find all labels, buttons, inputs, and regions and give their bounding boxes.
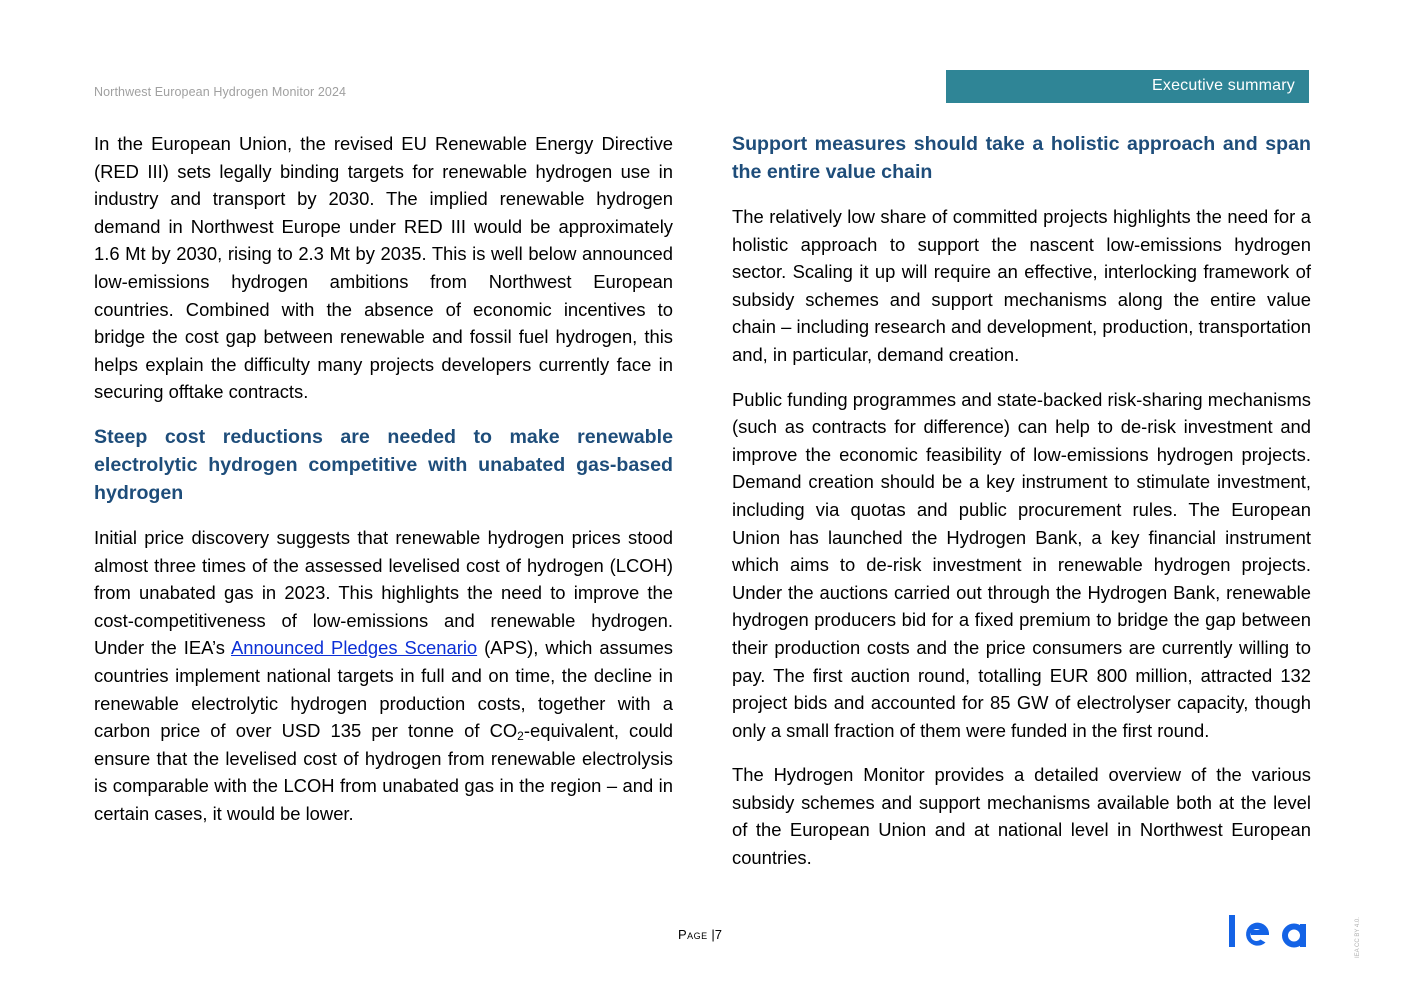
paragraph-text: -equivalent, could ensure that the levelised cost of hydrogen from renewable electrolysis is comparable with the LCOH from unabated gas in the region – and in certain cases, it would be lower. — [94, 720, 674, 824]
page-label: Page — [678, 927, 708, 942]
heading-support-measures: Support measures should take a holistic approach and span the entire value chain — [732, 133, 1311, 183]
paragraph-holistic-approach: The relatively low share of committed projects highlights the need for a holistic approach to support the nascent low-emissions hydrogen sector. Scaling it up will require an effective, interlocking framework of subsidy schemes and support mechanisms along the entire value chain – including research and development, production, transportation and, in particular, demand creation. — [732, 206, 1311, 365]
page-number — [678, 927, 722, 942]
iea-logo — [1229, 915, 1311, 953]
page-number-value: 7 — [714, 927, 722, 942]
right-column — [732, 130, 1311, 889]
paragraph-text: (APS), which assumes countries implement national targets in full and on time, the decline in renewable electrolytic hydrogen production costs, together with a carbon price of over USD 135 per tonne of CO — [94, 637, 673, 742]
paragraph-hydrogen-monitor: The Hydrogen Monitor provides a detailed overview of the various subsidy schemes and support mechanisms available both at the level of the European Union and at national level in Northwest European countries. — [732, 764, 1311, 869]
paragraph-public-funding: Public funding programmes and state-backed risk-sharing mechanisms (such as contracts for difference) can help to de-risk investment and improve the economic feasibility of low-emissions hydrogen projects. Demand creation should be a key instrument to stimulate investment, including via quotas and public procurement rules. The European Union has launched the Hydrogen Bank, a key financial instrument which aims to de-risk investment in renewable hydrogen projects. Under the auctions carried out through the Hydrogen Bank, renewable hydrogen producers bid for a fixed premium to bridge the gap between their production costs and the price consumers are currently willing to pay. The first auction round, totalling EUR 800 million, attracted 132 project bids and accounted for 85 GW of electrolyser capacity, though only a small fraction of them were funded in the first round. — [732, 388, 1311, 741]
page-separator: | — [711, 927, 715, 942]
heading-cost-reductions: Steep cost reductions are needed to make renewable electrolytic hydrogen competitive with unabated gas-based hydrogen — [94, 425, 673, 504]
running-header-title: Northwest European Hydrogen Monitor 2024 — [94, 85, 347, 99]
paragraph-price-discovery — [94, 524, 673, 828]
license-text: IEA CC BY 4.0. — [1355, 917, 1361, 958]
section-tab: Executive summary — [946, 70, 1309, 103]
announced-pledges-scenario-link[interactable]: Announced Pledges Scenario — [230, 637, 478, 659]
paragraph-red-iii: In the European Union, the revised EU Renewable Energy Directive (RED III) sets legally binding targets for renewable hydrogen use in industry and transport by 2030. The implied renewable hydrogen demand in Northwest Europe under RED III would be approximately 1.6 Mt by 2030, rising to 2.3 Mt by 2035. This is well below announced low-emissions hydrogen ambitions from Northwest European countries. Combined with the absence of economic incentives to bridge the cost gap between renewable and fossil fuel hydrogen, this helps explain the difficulty many projects developers currently face in securing offtake contracts. — [94, 133, 673, 403]
co2-subscript: 2 — [517, 729, 524, 744]
left-column — [94, 130, 673, 844]
paragraph-text: Initial price discovery suggests that renewable hydrogen prices stood almost three times of the assessed levelised cost of hydrogen (LCOH) from unabated gas in 2023. This highlights the need to improve the cost-competitiveness of low-emissions and renewable hydrogen. Under the IEA’s — [94, 526, 673, 659]
